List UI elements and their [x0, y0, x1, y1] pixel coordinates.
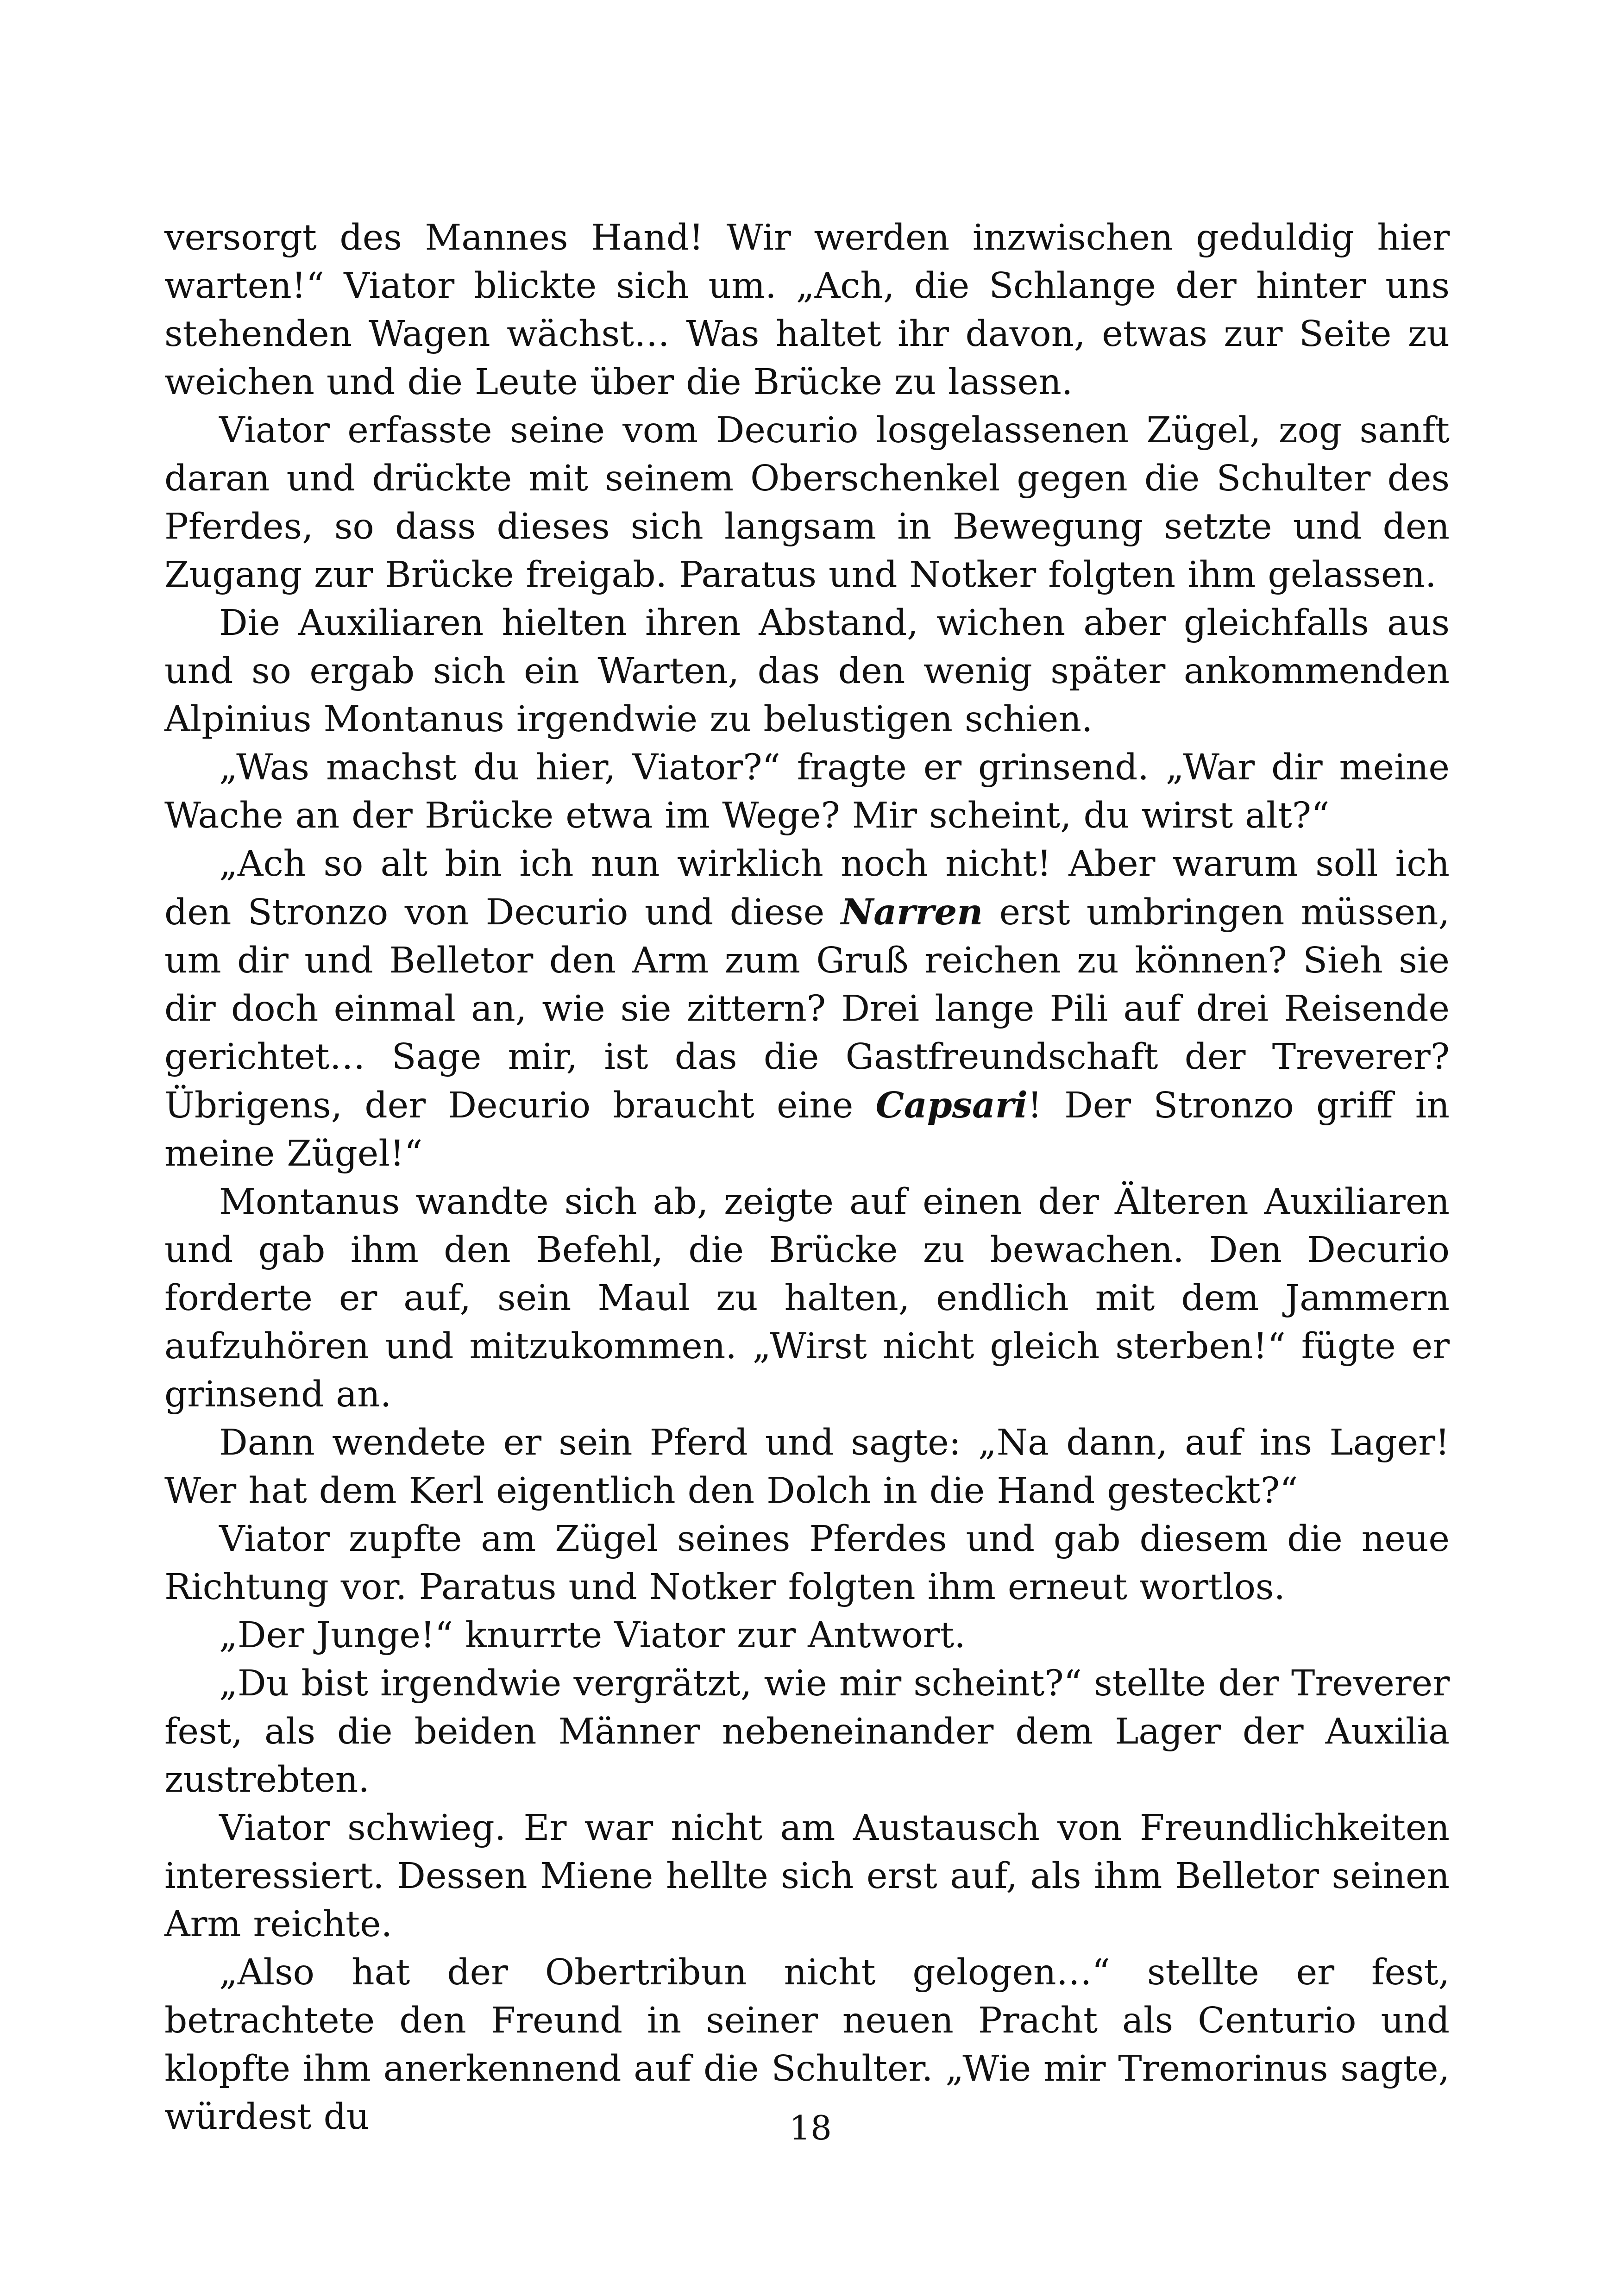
emphasis-narren: Narren — [841, 891, 983, 933]
paragraph-7: Dann wendete er sein Pferd und sagte: „Na dann, auf ins Lager! Wer hat dem Kerl eigentlich den Dolch in die Hand gesteckt?“ — [164, 1422, 1450, 1512]
paragraph-1: versorgt des Mannes Hand! Wir werden inzwischen geduldig hier warten!“ Viator blickte sich um. „Ach, die Schlange der hinter uns stehenden Wagen wächst… Was haltet ihr davon, etwas zur Seite zu weichen und die Leute über die Brücke zu lassen. — [164, 217, 1450, 403]
paragraph-4: „Was machst du hier, Viator?“ fragte er grinsend. „War dir meine Wache an der Brücke etwa im Wege? Mir scheint, du wirst alt?“ — [164, 747, 1450, 836]
paragraph-6: Montanus wandte sich ab, zeigte auf einen der Älteren Auxiliaren und gab ihm den Befehl, die Brücke zu bewachen. Den Decurio forderte er auf, sein Maul zu halten, endlich mit dem Jammern aufzuhören und mitzukommen. „Wirst nicht gleich sterben!“ fügte er grinsend an. — [164, 1181, 1450, 1415]
paragraph-11: Viator schwieg. Er war nicht am Austausch von Freundlichkeiten interessiert. Dessen Miene hellte sich erst auf, als ihm Belletor seinen Arm reichte. — [164, 1807, 1450, 1945]
paragraph-5-part-3: ! Der Stronzo griff in meine Zügel!“ — [164, 1085, 1450, 1174]
emphasis-capsari: Capsari — [875, 1085, 1028, 1126]
page-number: 18 — [789, 2108, 832, 2147]
body-text — [164, 214, 1450, 2141]
paragraph-8: Viator zupfte am Zügel seines Pferdes und gab diesem die neue Richtung vor. Paratus und Notker folgten ihm erneut wortlos. — [164, 1518, 1450, 1608]
paragraph-12: „Also hat der Obertribun nicht gelogen…“ stellte er fest, betrachtete den Freund in seiner neuen Pracht als Centurio und klopfte ihm anerkennend auf die Schulter. „Wie mir Tremorinus sagte, würdest du — [164, 1952, 1450, 2138]
paragraph-5-part-1: „Ach so alt bin ich nun wirklich noch nicht! Aber warum soll ich den Stronzo von Decurio und diese — [164, 843, 1450, 933]
paragraph-10: „Du bist irgendwie vergrätzt, wie mir scheint?“ stellte der Treverer fest, als die beiden Männer nebeneinander dem Lager der Auxilia zustrebten. — [164, 1663, 1450, 1800]
paragraph-9: „Der Junge!“ knurrte Viator zur Antwort. — [219, 1615, 966, 1656]
paragraph-5 — [164, 840, 1450, 1178]
paragraph-3: Die Auxiliaren hielten ihren Abstand, wichen aber gleichfalls aus und so ergab sich ein Warten, das den wenig später ankommenden Alpinius Montanus irgendwie zu belustigen schien. — [164, 602, 1450, 740]
paragraph-5-part-2: erst umbringen müssen, um dir und Belletor den Arm zum Gruß reichen zu können? Sieh sie dir doch einmal an, wie sie zittern? Drei lange Pili auf drei Reisende gerichtet… Sage mir, ist das die Gastfreundschaft der Treverer? Übrigens, der Decurio braucht eine — [164, 892, 1450, 1126]
paragraph-2: Viator erfasste seine vom Decurio losgelassenen Zügel, zog sanft daran und drückte mit seinem Oberschenkel gegen die Schulter des Pferdes, so dass dieses sich langsam in Bewegung setzte und den Zugang zur Brücke freigab. Paratus und Notker folgten ihm gelassen. — [164, 410, 1450, 596]
